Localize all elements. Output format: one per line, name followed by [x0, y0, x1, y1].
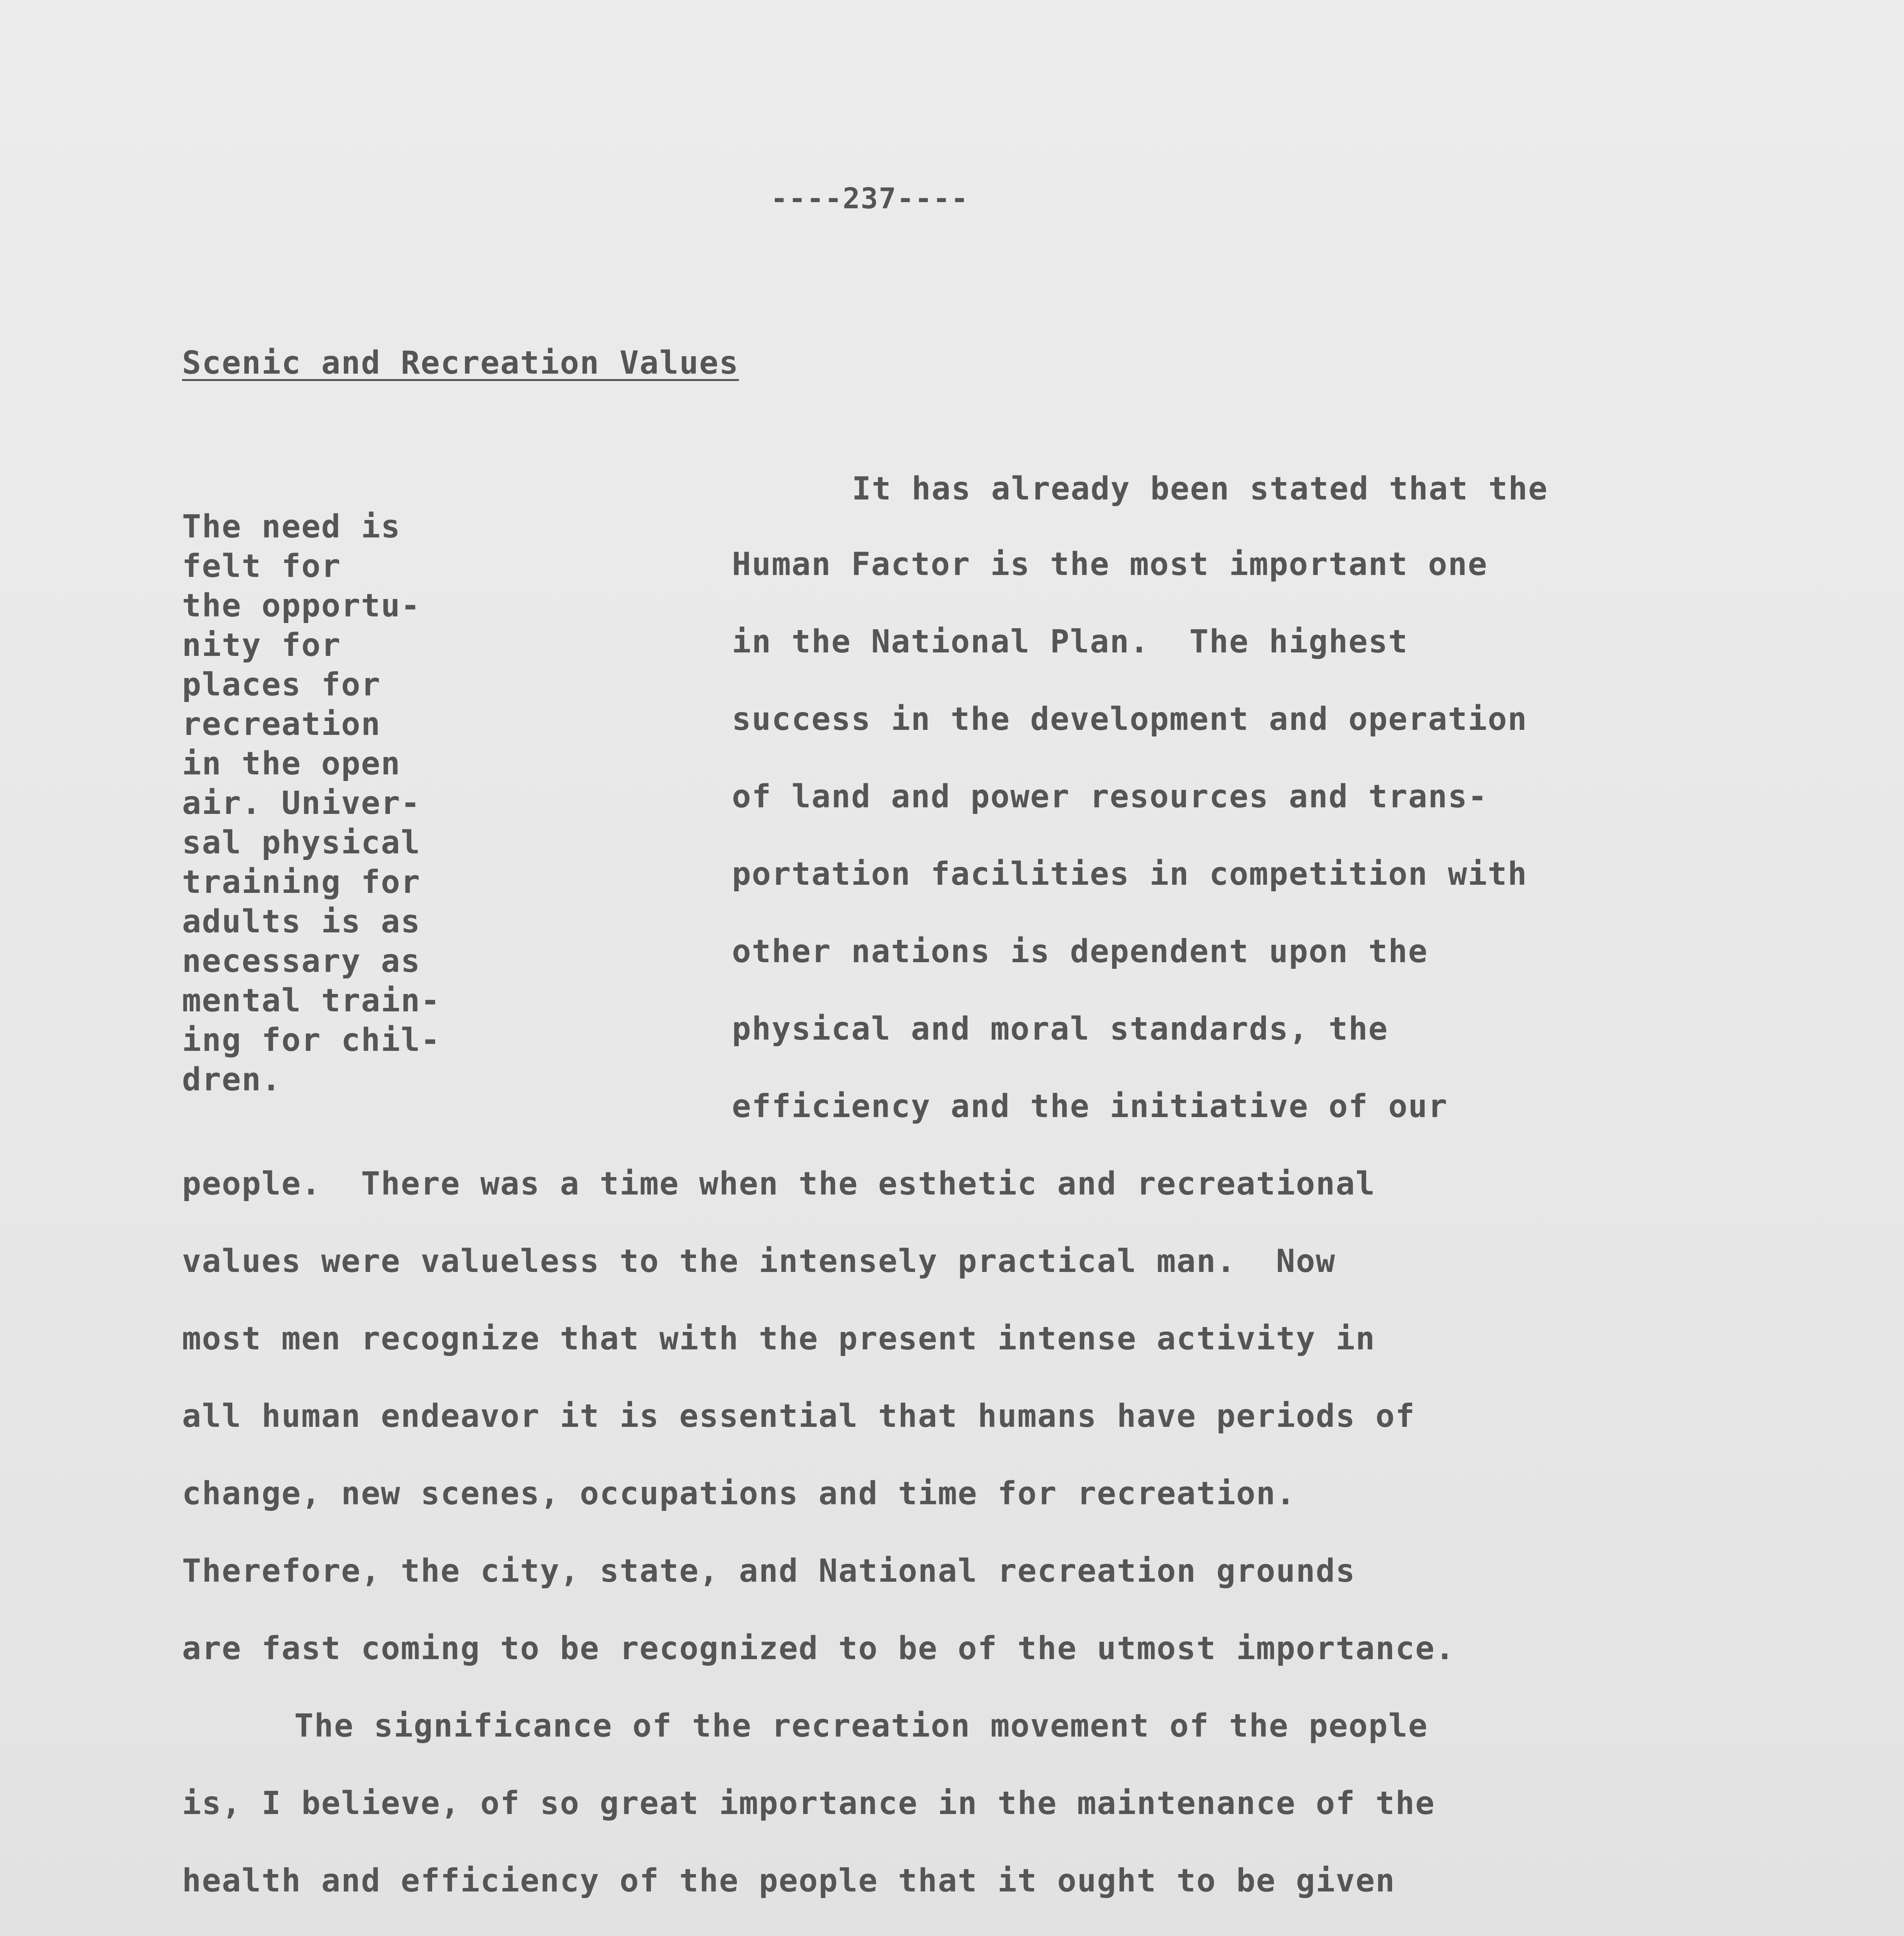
paragraph-line: physical and moral standards, the [732, 1011, 1389, 1047]
body-line: values were valueless to the intensely practical man. Now [182, 1243, 1336, 1280]
body-line: change, new scenes, occupations and time for recreation. [182, 1475, 1296, 1512]
body-line: people. There was a time when the esthetic and recreational [182, 1165, 1376, 1202]
paragraph-line: efficiency and the initiative of our [732, 1088, 1448, 1125]
paragraph-line: success in the development and operation [732, 701, 1528, 738]
paragraph-line: Human Factor is the most important one [732, 546, 1488, 583]
body-line: all human endeavor it is essential that humans have periods of [182, 1398, 1415, 1435]
body-line: is, I believe, of so great importance in the maintenance of the [182, 1785, 1435, 1822]
section-heading: Scenic and Recreation Values [182, 345, 739, 381]
body-line: health and efficiency of the people that it ought to be given [182, 1862, 1396, 1899]
body-line: most men recognize that with the present intense activity in [182, 1320, 1376, 1357]
margin-note: The need is felt for the opportu- nity for places for recreation in the open air. Univer- sal physical training for adults is as necessary as mental train- ing for chil- dren. [182, 508, 441, 1098]
paragraph-line: of land and power resources and trans- [732, 778, 1488, 815]
body-line: The significance of the recreation movement of the people [294, 1708, 1428, 1744]
body-line: are fast coming to be recognized to be of the utmost importance. [182, 1630, 1455, 1667]
paragraph-line: portation facilities in competition with [732, 856, 1528, 892]
page-number: ----237---- [771, 182, 969, 215]
paragraph-line: in the National Plan. The highest [732, 623, 1408, 660]
paragraph-line: It has already been stated that the [852, 470, 1548, 507]
paragraph-line: other nations is dependent upon the [732, 933, 1428, 970]
body-line: Therefore, the city, state, and National recreation grounds [182, 1553, 1356, 1589]
